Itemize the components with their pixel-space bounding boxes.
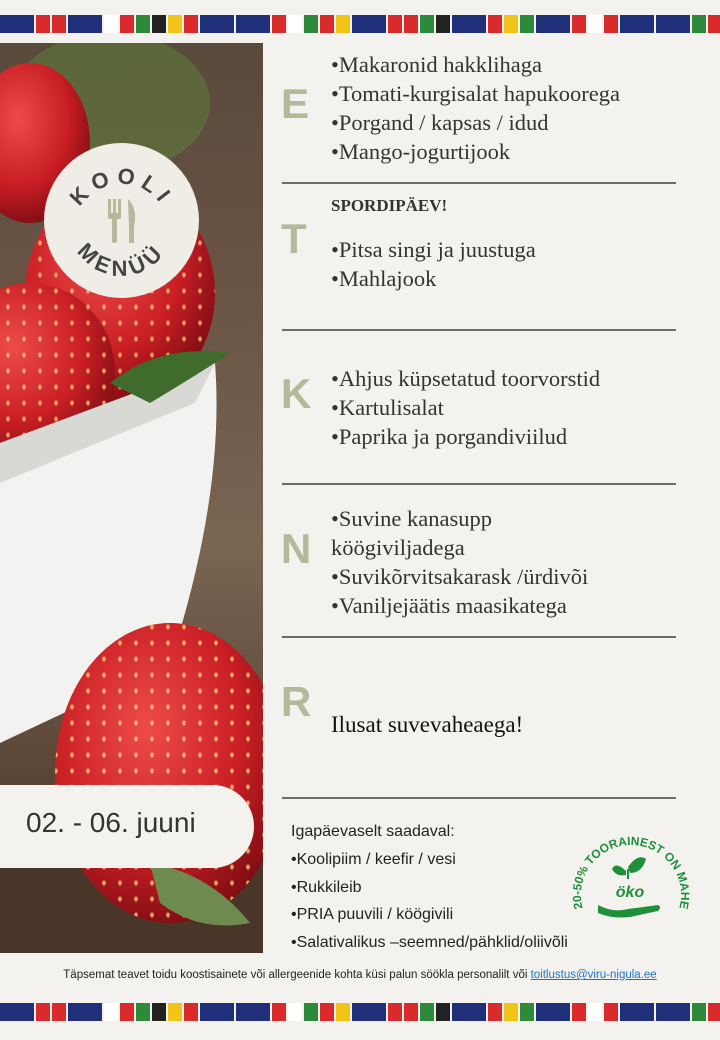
day-letter-k: K [281,370,312,417]
stripe-segment [0,1003,34,1021]
stripe-segment [320,1003,334,1021]
stripe-segment [404,1003,418,1021]
day-letter-n: N [281,525,312,572]
divider [282,483,676,485]
stripe-segment [52,1003,66,1021]
stripe-segment [200,1003,234,1021]
stripe-segment [420,1003,434,1021]
daily-item: •Koolipiim / keefir / vesi [291,851,456,868]
stripe-segment [200,15,234,33]
menu-list-t [331,235,536,293]
stripe-segment [604,1003,618,1021]
logo-bottom-text: MENÜÜ [72,237,171,281]
stripe-segment [572,1003,586,1021]
stripe-segment [536,15,570,33]
stripe-segment [352,15,386,33]
hand-icon [598,905,660,918]
footer-note [0,969,720,981]
date-range: 02. - 06. juuni [26,807,196,838]
eco-label: öko [615,884,645,901]
stripe-segment [488,15,502,33]
menu-item: köögiviljadega [331,535,465,560]
stripe-segment [104,1003,118,1021]
menu-list-k [331,364,600,451]
menu-item: •Kartulisalat [331,395,444,420]
stripe-segment [520,15,534,33]
holiday-note: Ilusat suvevaheaega! [331,712,524,737]
menu-item: •Tomati-kurgisalat hapukoorega [331,81,620,106]
stripe-segment [184,15,198,33]
divider [282,797,676,799]
stripe-segment [236,1003,270,1021]
footer-email-link[interactable]: toitlustus@viru-nigula.ee [530,969,657,981]
stripe-segment [452,15,486,33]
menu-list-n [331,504,588,620]
kooli-menuu-logo [44,143,199,298]
stripe-segment [168,15,182,33]
stripe-segment [656,1003,690,1021]
stripe-segment [272,1003,286,1021]
menu-item: •Suvikõrvitsakarask /ürdivõi [331,564,589,589]
stripe-segment [536,1003,570,1021]
stripe-segment [152,15,166,33]
stripe-segment [388,1003,402,1021]
stripe-segment [572,15,586,33]
date-range-badge [0,785,254,868]
stripe-segment [0,15,34,33]
stripe-segment [604,15,618,33]
stripe-segment [388,15,402,33]
stripe-segment [52,15,66,33]
stripe-segment [620,15,654,33]
eco-badge [568,825,693,940]
menu-item: •Paprika ja porgandiviilud [331,424,568,449]
stripe-segment [136,1003,150,1021]
menu-item: •Pitsa singi ja juustuga [331,237,536,262]
day-letter-t: T [281,215,307,262]
stripe-segment [288,15,302,33]
day-letter-e: E [281,80,310,127]
daily-item: •Salativalikus –seemned/pähklid/oliivõli [291,933,568,951]
stripe-segment [692,15,706,33]
svg-text:KOOLI [65,163,179,210]
strawberry-photo [0,43,263,953]
stripe-segment [488,1003,502,1021]
stripe-segment [272,15,286,33]
stripe-segment [184,1003,198,1021]
decorative-bottom-stripe [0,1003,720,1021]
menu-item: •Ahjus küpsetatud toorvorstid [331,366,601,391]
stripe-segment [68,15,102,33]
daily-item: •PRIA puuvili / köögivili [291,906,454,923]
stripe-segment [504,1003,518,1021]
stripe-segment [136,15,150,33]
stripe-segment [708,15,720,33]
stripe-segment [588,15,602,33]
stripe-segment [520,1003,534,1021]
logo-top-text: KOOLI [64,162,180,211]
menu-list-e [331,50,620,166]
daily-title: Igapäevaselt saadaval: [291,823,455,840]
menu-item: •Porgand / kapsas / idud [331,110,549,135]
stripe-segment [236,15,270,33]
stripe-segment [36,1003,50,1021]
leaf-icon [612,857,646,879]
stripe-segment [168,1003,182,1021]
menu-item: •Vaniljejäätis maasikatega [331,593,567,618]
stripe-segment [336,15,350,33]
stripe-segment [656,15,690,33]
stripe-segment [420,15,434,33]
day-letter-r: R [281,678,312,725]
stripe-segment [452,1003,486,1021]
stripe-segment [104,15,118,33]
divider [282,329,676,331]
menu-item: •Mango-jogurtijook [331,139,511,164]
stripe-segment [120,15,134,33]
stripe-segment [288,1003,302,1021]
stripe-segment [120,1003,134,1021]
stripe-segment [404,15,418,33]
menu-item: •Mahlajook [331,266,437,291]
stripe-segment [504,15,518,33]
stripe-segment [304,1003,318,1021]
stripe-segment [36,15,50,33]
stripe-segment [336,1003,350,1021]
divider [282,636,676,638]
stripe-segment [692,1003,706,1021]
stripe-segment [320,15,334,33]
sport-day-note: SPORDIPÄEV! [331,196,448,215]
stripe-segment [436,1003,450,1021]
menu-item: •Suvine kanasupp [331,506,492,531]
daily-item: •Rukkileib [291,878,362,896]
stripe-segment [352,1003,386,1021]
stripe-segment [620,1003,654,1021]
decorative-top-stripe [0,15,720,33]
svg-text:MENÜÜ [73,238,170,281]
stripe-segment [304,15,318,33]
stripe-segment [68,1003,102,1021]
divider [282,182,676,184]
stripe-segment [436,15,450,33]
stripe-segment [588,1003,602,1021]
menu-item: •Makaronid hakklihaga [331,52,542,77]
stripe-segment [152,1003,166,1021]
stripe-segment [708,1003,720,1021]
eco-ring-text: 20-50% TOORAINEST ON MAHE [569,833,693,911]
fork-knife-icon [108,199,135,243]
footer-text: Täpsemat teavet toidu koostisainete või allergeenide kohta küsi palun söökla personalilt või [63,969,531,981]
